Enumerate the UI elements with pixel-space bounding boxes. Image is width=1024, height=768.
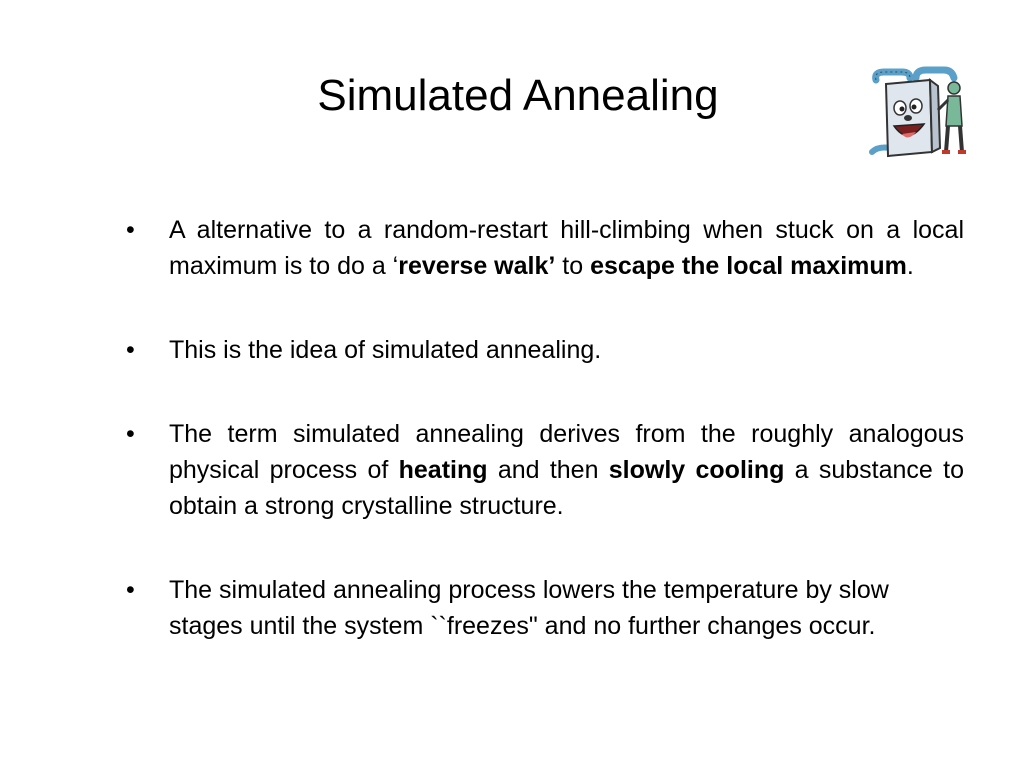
bullet-text-segment: a substance to obtain a strong crystalline structure. <box>169 456 964 520</box>
bullet-text <box>169 212 964 284</box>
bullet-text-bold-segment: escape the local maximum <box>590 252 907 280</box>
bullet-text-segment: The simulated annealing process lowers the temperature by slow stages until the system ``freezes" and no further changes occur. <box>169 576 889 640</box>
slide-title: Simulated Annealing <box>317 71 719 120</box>
bullet-mark: • <box>126 576 135 604</box>
bullet-mark: • <box>126 216 135 244</box>
bullet-text <box>169 416 964 524</box>
bullet-text-segment: A alternative to a random-restart hill-climbing when stuck on a local maximum is to do a ‘ <box>169 216 964 280</box>
bullet-text-segment: . <box>906 252 914 280</box>
bullet-mark: • <box>126 420 135 448</box>
bullet-text-segment: and then <box>487 456 609 484</box>
bullet-item <box>126 572 964 644</box>
bullet-text-segment: to <box>555 252 591 280</box>
bullet-text-bold-segment: slowly cooling <box>608 456 785 484</box>
bullet-text-segment: This is the idea of simulated annealing. <box>169 336 602 364</box>
bullet-text-segment: The term simulated annealing derives from the roughly analogous physical process of <box>169 420 964 484</box>
bullet-text <box>169 572 964 644</box>
bullet-item <box>126 416 964 524</box>
bullet-item <box>126 212 964 284</box>
bullet-list <box>126 212 964 644</box>
bullet-text-bold-segment: reverse walk’ <box>398 252 556 280</box>
furnace-cartoon-icon <box>868 66 970 162</box>
bullet-text <box>169 332 964 368</box>
bullet-item <box>126 332 964 368</box>
bullet-text-bold-segment: heating <box>398 456 488 484</box>
bullet-mark: • <box>126 336 135 364</box>
